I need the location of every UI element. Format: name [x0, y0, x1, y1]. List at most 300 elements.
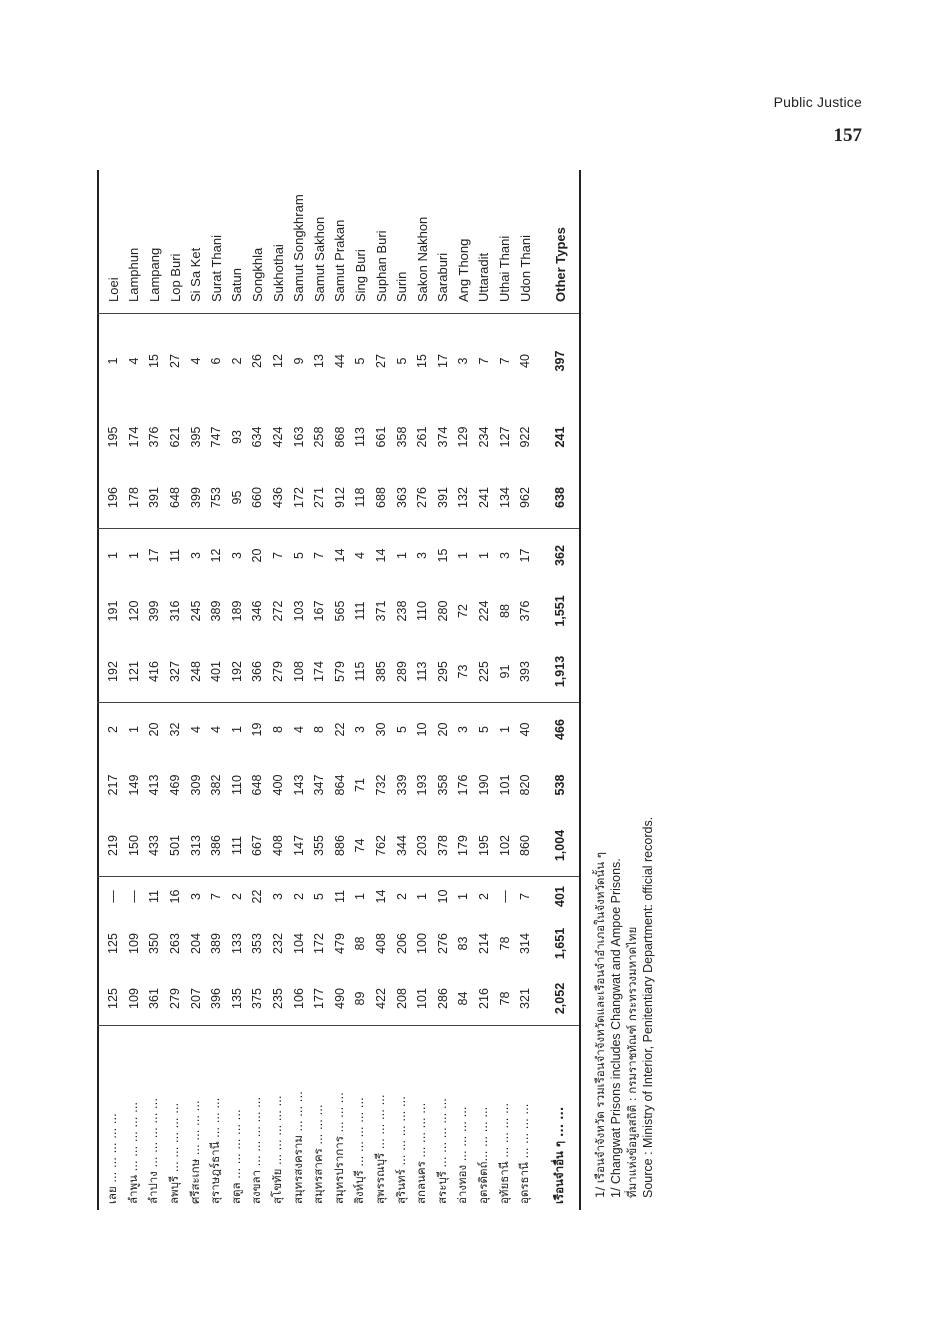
- table-row: [247, 170, 268, 1210]
- table-cell: 109: [126, 933, 141, 954]
- table-cell: 401: [209, 661, 224, 682]
- table-cell: 501: [168, 835, 183, 856]
- table-cell: 732: [374, 774, 389, 796]
- table-cell: 1: [456, 552, 471, 559]
- province-thai-name: ลพบุรี ... ... ... ... ...: [167, 1102, 182, 1204]
- province-english-name: Songkhla: [249, 247, 265, 302]
- table-bottom-rule: [579, 170, 581, 1210]
- table-cell: 371: [374, 600, 389, 622]
- province-english-name: Satun: [229, 268, 245, 302]
- table-cell: 280: [435, 600, 450, 622]
- table-cell: 860: [518, 835, 533, 856]
- table-cell: 490: [332, 988, 347, 1009]
- table-cell: 113: [415, 661, 430, 682]
- table-row: [227, 170, 248, 1210]
- table-cell: 2: [394, 893, 409, 900]
- table-cell: 688: [374, 487, 389, 508]
- table-cell: 3: [271, 893, 286, 900]
- province-thai-name: เรือนจำอื่น ๆ ... ...: [552, 1106, 567, 1204]
- table-cell: 12: [209, 548, 224, 563]
- table-cell: 1: [126, 726, 141, 733]
- table-cell: 3: [188, 893, 203, 900]
- table-cell: 1: [106, 552, 121, 559]
- province-english-name: Saraburi: [435, 252, 451, 302]
- province-english-name: Udon Thani: [517, 235, 533, 302]
- province-english-name: Uthai Thani: [497, 235, 513, 302]
- province-english-name: Ang Thong: [455, 238, 471, 302]
- table-row: [433, 170, 454, 1210]
- table-cell: 5: [476, 726, 491, 733]
- table-cell: 4: [291, 726, 306, 733]
- province-thai-name: อุตรดิตถ์... ... ... ...: [475, 1106, 490, 1204]
- table-cell: 1: [106, 357, 121, 365]
- province-thai-name: อุดรธานี ... ... ... ...: [517, 1103, 532, 1204]
- province-thai-name: สกลนคร ... ... ... ...: [414, 1102, 429, 1204]
- table-cell: 235: [271, 988, 286, 1009]
- table-cell: 912: [332, 487, 347, 508]
- table-cell: 208: [394, 988, 409, 1009]
- table-cell: 3: [456, 726, 471, 733]
- table-cell: 20: [435, 722, 450, 737]
- table-cell: 232: [271, 933, 286, 954]
- table-cell: —: [126, 890, 141, 903]
- table-cell: 5: [312, 893, 327, 900]
- thai-footnote: 1/ เรือนจำจังหวัด รวมเรือนจำจังหวัดและเรือนจำอำเภอในจังหวัดนั้น ๆ: [593, 852, 607, 1198]
- english-source: Source : Ministry of Interior, Penitentiary Department: official records.: [641, 816, 655, 1198]
- section-title: Public Justice: [773, 94, 862, 110]
- province-english-name: Other Types: [552, 227, 568, 302]
- table-cell: 91: [497, 664, 512, 679]
- table-cell: 3: [456, 357, 471, 365]
- table-cell: 22: [332, 722, 347, 737]
- table-cell: 14: [374, 548, 389, 563]
- table-cell: 289: [394, 661, 409, 682]
- table-cell: 127: [497, 426, 512, 448]
- table-cell: 73: [456, 664, 471, 679]
- table-cell: 167: [312, 600, 327, 622]
- table-cell: 8: [312, 726, 327, 733]
- table-cell: 111: [229, 836, 244, 856]
- table-cell: 74: [353, 838, 368, 853]
- table-cell: 83: [456, 936, 471, 951]
- table-row: [124, 170, 145, 1210]
- table-cell: 386: [209, 835, 224, 856]
- table-cell: 316: [168, 600, 183, 622]
- table-cell: 163: [291, 426, 306, 448]
- table-row: [391, 170, 412, 1210]
- table-cell: 309: [188, 774, 203, 796]
- table-cell: 13: [312, 354, 327, 368]
- table-cell: 22: [250, 889, 265, 904]
- table-cell: 14: [374, 889, 389, 904]
- table-cell: 408: [271, 835, 286, 856]
- table-cell: 134: [497, 487, 512, 508]
- table-cell: 4: [126, 357, 141, 365]
- table-cell: 72: [456, 604, 471, 618]
- table-cell: 346: [250, 600, 265, 622]
- province-thai-name: สตูล ... ... ... ... ...: [228, 1109, 243, 1204]
- table-cell: 2: [229, 893, 244, 900]
- table-cell: 149: [126, 774, 141, 796]
- table-cell: 261: [415, 426, 430, 448]
- page-number: 157: [833, 125, 862, 146]
- table-cell: 234: [476, 426, 491, 448]
- table-cell: 106: [291, 988, 306, 1009]
- table-cell: 276: [415, 487, 430, 508]
- table-row: [412, 170, 433, 1210]
- table-cell: 466: [553, 719, 568, 740]
- table-cell: 219: [106, 835, 121, 856]
- table-cell: 78: [497, 936, 512, 951]
- province-thai-name: อุทัยธานี ... ... ... ...: [496, 1102, 511, 1204]
- table-cell: 5: [394, 726, 409, 733]
- table-cell: 660: [250, 487, 265, 508]
- table-cell: 1: [394, 552, 409, 559]
- table-cell: 2: [106, 726, 121, 733]
- table-cell: 648: [168, 487, 183, 508]
- table-cell: 17: [147, 548, 162, 563]
- table-cell: 7: [476, 357, 491, 365]
- table-cell: 101: [497, 774, 512, 796]
- table-cell: 399: [188, 487, 203, 508]
- table-cell: 11: [147, 890, 162, 903]
- table-row: [453, 170, 474, 1210]
- table-cell: 565: [332, 600, 347, 622]
- table-cell: 1: [415, 893, 430, 900]
- table-cell: 248: [188, 661, 203, 682]
- table-cell: 103: [291, 600, 306, 622]
- table-cell: 436: [271, 487, 286, 508]
- table-cell: 962: [518, 487, 533, 508]
- table-cell: 389: [209, 933, 224, 954]
- table-cell: 11: [168, 549, 183, 562]
- table-cell: 190: [476, 774, 491, 796]
- table-cell: 176: [456, 774, 471, 796]
- table-cell: 3: [497, 552, 512, 559]
- table-cell: 40: [518, 354, 533, 368]
- table-row: [494, 170, 515, 1210]
- table-cell: 279: [168, 988, 183, 1009]
- table-cell: 224: [476, 600, 491, 622]
- table-cell: 26: [250, 354, 265, 368]
- table-cell: 321: [518, 988, 533, 1009]
- table-cell: 207: [188, 988, 203, 1009]
- table-cell: 110: [415, 601, 430, 621]
- table-cell: 385: [374, 661, 389, 682]
- table-cell: 479: [332, 933, 347, 954]
- table-cell: 1,551: [553, 595, 568, 627]
- table-cell: 1: [229, 726, 244, 733]
- table-row: [165, 170, 186, 1210]
- table-cell: 579: [332, 661, 347, 682]
- province-english-name: Lampang: [146, 247, 162, 302]
- table-cell: 15: [147, 354, 162, 368]
- table-cell: 424: [271, 426, 286, 448]
- table-cell: 1: [456, 893, 471, 900]
- table-cell: 413: [147, 774, 162, 796]
- table-cell: 109: [126, 988, 141, 1009]
- table-cell: 216: [476, 988, 491, 1009]
- table-cell: 362: [553, 545, 568, 566]
- table-cell: 147: [291, 835, 306, 856]
- table-row: [144, 170, 165, 1210]
- table-cell: 102: [497, 835, 512, 856]
- table-cell: 279: [271, 661, 286, 682]
- table-cell: 108: [291, 661, 306, 682]
- table-cell: 344: [394, 835, 409, 856]
- table-cell: 125: [106, 988, 121, 1009]
- table-cell: 241: [476, 487, 491, 508]
- table-cell: 17: [518, 548, 533, 563]
- province-english-name: Samut Sakhon: [311, 216, 327, 302]
- table-cell: 363: [394, 487, 409, 508]
- table-cell: 10: [435, 889, 450, 904]
- table-cell: 361: [147, 988, 162, 1009]
- table-cell: 399: [147, 600, 162, 622]
- table-cell: 1: [497, 726, 512, 733]
- province-english-name: Sing Buri: [352, 249, 368, 302]
- table-cell: 174: [126, 426, 141, 448]
- table-cell: 314: [518, 933, 533, 954]
- table-cell: 84: [456, 991, 471, 1006]
- table-cell: 4: [209, 726, 224, 733]
- province-thai-name: สงขลา ... ... ... ... ...: [249, 1096, 264, 1204]
- prison-statistics-table: [103, 170, 575, 1210]
- table-cell: 32: [168, 722, 183, 737]
- province-thai-name: สุพรรณบุรี ... ... ... ...: [373, 1094, 388, 1204]
- table-cell: 78: [497, 991, 512, 1006]
- table-cell: 110: [229, 775, 244, 795]
- table-cell: 366: [250, 661, 265, 682]
- table-cell: 214: [476, 933, 491, 954]
- table-cell: 391: [147, 487, 162, 508]
- table-cell: 40: [518, 722, 533, 737]
- table-cell: 150: [126, 835, 141, 856]
- table-cell: 353: [250, 933, 265, 954]
- table-cell: 378: [435, 835, 450, 856]
- table-cell: 355: [312, 835, 327, 856]
- table-cell: 88: [353, 936, 368, 951]
- table-cell: 133: [229, 933, 244, 954]
- province-english-name: Samut Prakan: [332, 219, 348, 302]
- province-thai-name: เลย ... ... ... ... ...: [105, 1113, 120, 1204]
- table-cell: 263: [168, 933, 183, 954]
- province-thai-name: ศรีสะเกษ ... ... ... ...: [187, 1100, 202, 1204]
- table-cell: 258: [312, 426, 327, 448]
- table-cell: 1,004: [553, 829, 568, 862]
- table-cell: 12: [271, 354, 286, 368]
- table-cell: —: [497, 890, 512, 903]
- table-cell: 820: [518, 774, 533, 796]
- table-cell: 313: [188, 835, 203, 856]
- table-cell: 7: [271, 552, 286, 559]
- table-cell: 125: [106, 933, 121, 954]
- table-cell: 762: [374, 835, 389, 856]
- table-cell: 135: [229, 988, 244, 1009]
- table-cell: 538: [553, 774, 568, 796]
- table-cell: 276: [435, 933, 450, 954]
- table-cell: 358: [435, 774, 450, 796]
- table-cell: 111: [353, 601, 368, 621]
- table-row: [288, 170, 309, 1210]
- table-cell: 395: [188, 426, 203, 448]
- province-thai-name: สิงห์บุรี ... ... ... ... ...: [352, 1097, 367, 1204]
- table-cell: 9: [291, 357, 306, 365]
- table-cell: 203: [415, 835, 430, 856]
- table-cell: 922: [518, 426, 533, 448]
- table-cell: 192: [229, 661, 244, 682]
- table-cell: 358: [394, 426, 409, 448]
- table-cell: 397: [553, 350, 568, 372]
- table-cell: 196: [106, 487, 121, 508]
- table-cell: 179: [456, 835, 471, 856]
- table-cell: 7: [518, 893, 533, 900]
- table-cell: 44: [332, 354, 347, 368]
- table-cell: 389: [209, 600, 224, 622]
- province-thai-name: ลำพูน ... ... ... ... ...: [125, 1101, 140, 1204]
- province-english-name: Surat Thani: [208, 235, 224, 302]
- province-english-name: Surin: [394, 271, 410, 302]
- table-cell: 217: [106, 774, 121, 796]
- table-cell: 8: [271, 726, 286, 733]
- table-cell: 177: [312, 988, 327, 1009]
- table-total-row: [535, 170, 575, 1210]
- table-cell: 422: [374, 988, 389, 1009]
- table-cell: 27: [374, 354, 389, 368]
- table-cell: 3: [415, 552, 430, 559]
- table-row: [309, 170, 330, 1210]
- table-cell: 113: [353, 427, 368, 447]
- table-cell: 374: [435, 426, 450, 448]
- table-cell: 2,052: [553, 982, 568, 1015]
- table-cell: 118: [353, 487, 368, 508]
- table-cell: 339: [394, 774, 409, 796]
- table-cell: 1,651: [553, 927, 568, 960]
- table-cell: 225: [476, 661, 491, 682]
- table-cell: 396: [209, 988, 224, 1009]
- table-row: [103, 170, 124, 1210]
- table-cell: 27: [168, 354, 183, 368]
- table-cell: 172: [291, 487, 306, 508]
- table-cell: 193: [415, 774, 430, 796]
- table-cell: 129: [456, 426, 471, 448]
- table-cell: 11: [332, 890, 347, 903]
- table-cell: 191: [106, 600, 121, 622]
- province-thai-name: สระบุรี ... ... ... ... ...: [434, 1098, 449, 1204]
- table-cell: 295: [435, 661, 450, 682]
- table-cell: 204: [188, 933, 203, 954]
- province-thai-name: สุรินทร์ ... ... ... ... ...: [393, 1096, 408, 1204]
- table-cell: 17: [435, 354, 450, 368]
- table-notes: [592, 817, 656, 1198]
- table-cell: 868: [332, 426, 347, 448]
- table-cell: 71: [353, 778, 368, 792]
- table-cell: 5: [353, 357, 368, 365]
- province-english-name: Si Sa Ket: [188, 247, 204, 302]
- table-cell: 178: [126, 487, 141, 508]
- province-english-name: Suphan Buri: [373, 230, 389, 302]
- table-cell: 20: [147, 722, 162, 737]
- table-top-rule: [97, 170, 99, 1210]
- table-cell: 3: [229, 552, 244, 559]
- table-cell: 4: [188, 357, 203, 365]
- table-cell: 886: [332, 835, 347, 856]
- table-cell: 101: [415, 988, 430, 1009]
- table-cell: 5: [394, 357, 409, 365]
- table-cell: 20: [250, 548, 265, 563]
- province-thai-name: สุโขทัย ... ... ... ... ...: [270, 1095, 285, 1204]
- province-english-name: Samut Songkhram: [291, 194, 307, 302]
- province-thai-name: สมุทรปราการ ... ... ...: [331, 1092, 346, 1204]
- table-cell: 747: [209, 426, 224, 448]
- table-cell: 400: [271, 774, 286, 796]
- table-cell: 15: [435, 548, 450, 563]
- table-cell: 192: [106, 661, 121, 682]
- table-cell: 286: [435, 988, 450, 1009]
- province-thai-name: อ่างทอง ... ... ... ...: [455, 1106, 470, 1204]
- table-cell: 2: [476, 893, 491, 900]
- table-cell: 14: [332, 548, 347, 563]
- province-english-name: Lamphun: [126, 247, 142, 302]
- table-cell: 350: [147, 933, 162, 954]
- table-cell: 16: [168, 889, 183, 904]
- table-cell: 172: [312, 933, 327, 954]
- table-cell: 3: [188, 552, 203, 559]
- table-cell: 661: [374, 426, 389, 448]
- table-cell: 115: [353, 661, 368, 682]
- table-row: [206, 170, 227, 1210]
- table-cell: 121: [126, 661, 141, 682]
- table-cell: 30: [374, 722, 389, 737]
- table-cell: 376: [147, 426, 162, 448]
- table-cell: 6: [209, 357, 224, 365]
- thai-source: ที่มาแห่งข้อมูลสถิติ : กรมราชทัณฑ์ กระทรวงมหาดไทย: [625, 926, 639, 1198]
- table-cell: 391: [435, 487, 450, 508]
- table-row: [474, 170, 495, 1210]
- table-cell: 238: [394, 600, 409, 622]
- table-cell: 93: [229, 430, 244, 444]
- table-cell: 7: [209, 893, 224, 900]
- table-cell: 95: [229, 490, 244, 505]
- table-cell: 1: [476, 552, 491, 559]
- table-cell: 271: [312, 487, 327, 508]
- table-cell: 5: [291, 552, 306, 559]
- table-cell: 347: [312, 774, 327, 796]
- table-cell: 416: [147, 661, 162, 682]
- table-cell: 241: [553, 426, 568, 448]
- table-cell: 189: [229, 600, 244, 622]
- table-cell: 753: [209, 487, 224, 508]
- table-cell: 272: [271, 600, 286, 622]
- table-cell: 4: [188, 726, 203, 733]
- table-cell: 621: [168, 426, 183, 448]
- table-cell: 2: [229, 357, 244, 365]
- table-cell: 327: [168, 661, 183, 682]
- table-row: [330, 170, 351, 1210]
- province-english-name: Uttaradit: [476, 252, 492, 302]
- table-cell: 1: [353, 893, 368, 900]
- table-cell: 132: [456, 487, 471, 508]
- table-cell: 10: [415, 722, 430, 737]
- table-cell: 401: [553, 886, 568, 907]
- province-english-name: Loei: [105, 277, 121, 302]
- province-english-name: Lop Buri: [167, 253, 183, 302]
- table-cell: 667: [250, 835, 265, 856]
- table-cell: 143: [291, 774, 306, 796]
- english-footnote: 1/ Changwat Prisons includes Changwat and Ampoe Prisons.: [609, 858, 623, 1198]
- table-cell: 2: [291, 893, 306, 900]
- province-thai-name: ลำปาง ... ... ... ... ...: [146, 1098, 161, 1204]
